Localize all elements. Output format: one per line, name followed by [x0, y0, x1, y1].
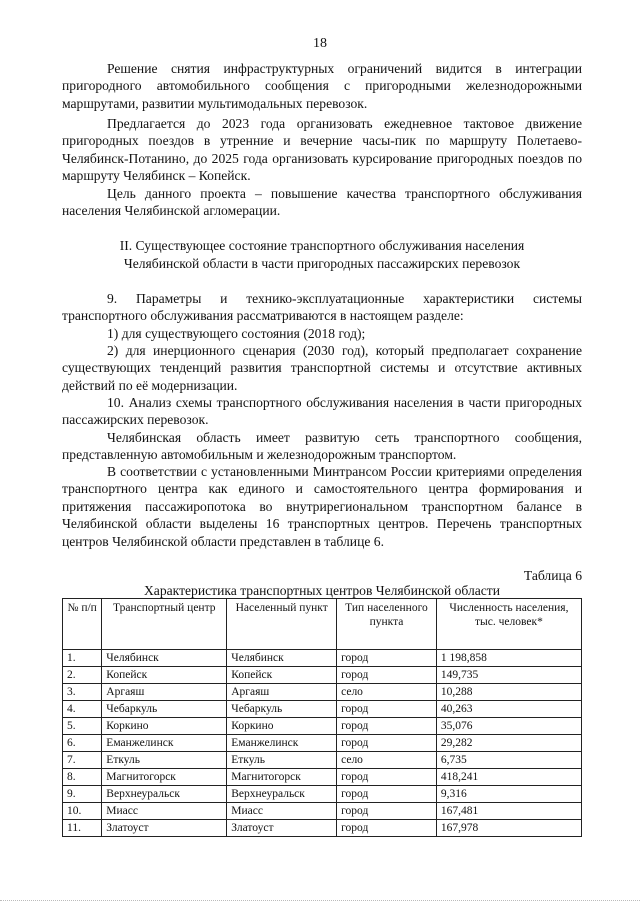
intro-paragraph-1: Решение снятия инфраструктурных ограничений видится в интеграции пригородного автомобильного сообщения с пригородными железнодорожными маршрутами, развитии мультимодальных перевозок.	[62, 61, 582, 111]
cell-transport-center: Златоуст	[102, 820, 227, 837]
cell-transport-center: Челябинск	[102, 650, 227, 667]
cell-settlement: Еманжелинск	[227, 735, 337, 752]
cell-settlement: Чебаркуль	[227, 701, 337, 718]
header-population: Численность населения, тыс. человек*	[436, 599, 581, 650]
cell-number: 2.	[63, 667, 102, 684]
paragraph-9: 9. Параметры и технико-эксплуатационные характеристики системы транспортного обслуживания рассматриваются в настоящем разделе:	[62, 291, 582, 324]
cell-transport-center: Аргаяш	[102, 684, 227, 701]
table-row	[63, 735, 582, 752]
cell-transport-center: Верхнеуральск	[102, 786, 227, 803]
table-row	[63, 667, 582, 684]
paragraph-10: 10. Анализ схемы транспортного обслуживания населения в части пригородных пассажирских перевозок.	[62, 395, 582, 428]
cell-settlement-type: село	[337, 684, 437, 701]
cell-number: 8.	[63, 769, 102, 786]
table-row	[63, 701, 582, 718]
cell-settlement-type: село	[337, 752, 437, 769]
cell-population: 35,076	[436, 718, 581, 735]
table-label: Таблица 6	[523, 568, 582, 583]
table-row	[63, 803, 582, 820]
cell-population: 29,282	[436, 735, 581, 752]
cell-settlement-type: город	[337, 701, 437, 718]
cell-settlement: Коркино	[227, 718, 337, 735]
header-settlement: Населенный пункт	[227, 599, 337, 650]
cell-settlement-type: город	[337, 769, 437, 786]
table-row	[63, 820, 582, 837]
header-number: № п/п	[63, 599, 102, 650]
cell-settlement-type: город	[337, 735, 437, 752]
cell-population: 167,978	[436, 820, 581, 837]
table-row	[63, 718, 582, 735]
cell-transport-center: Магнитогорск	[102, 769, 227, 786]
cell-population: 1 198,858	[436, 650, 581, 667]
cell-settlement-type: город	[337, 667, 437, 684]
cell-number: 11.	[63, 820, 102, 837]
section-heading-line1: II. Существующее состояние транспортного обслуживания населения	[119, 238, 525, 253]
paragraph-network: Челябинская область имеет развитую сеть транспортного сообщения, представленную автомобильным и железнодорожным транспортом.	[62, 430, 582, 463]
cell-number: 6.	[63, 735, 102, 752]
cell-population: 167,481	[436, 803, 581, 820]
header-transport-center: Транспортный центр	[102, 599, 227, 650]
table-row	[63, 769, 582, 786]
cell-transport-center: Копейск	[102, 667, 227, 684]
intro-paragraph-2: Предлагается до 2023 года организовать ежедневное тактовое движение пригородных поездов в утренние и вечерние часы-пик по маршруту Полетаево-Челябинск-Потанино, до 2025 года организовать курсирование пригородных поездов по маршруту Челябинск – Копейск.	[62, 116, 582, 184]
cell-settlement-type: город	[337, 803, 437, 820]
table-row	[63, 684, 582, 701]
cell-transport-center: Миасс	[102, 803, 227, 820]
paragraph-centers: В соответствии с установленными Минтрансом России критериями определения транспортного центра как единого и самостоятельного центра формирования и притяжения пассажиропотока во внутрирегиональном транспортном балансе в Челябинской области выделены 16 транспортных центров. Перечень транспортных центров Челябинской области представлен в таблице 6.	[62, 464, 582, 549]
header-settlement-type: Тип населенного пункта	[337, 599, 437, 650]
cell-number: 7.	[63, 752, 102, 769]
cell-settlement: Магнитогорск	[227, 769, 337, 786]
cell-population: 40,263	[436, 701, 581, 718]
cell-transport-center: Еманжелинск	[102, 735, 227, 752]
cell-settlement: Верхнеуральск	[227, 786, 337, 803]
cell-settlement: Златоуст	[227, 820, 337, 837]
cell-population: 9,316	[436, 786, 581, 803]
table-row	[63, 786, 582, 803]
cell-settlement: Миасс	[227, 803, 337, 820]
cell-settlement: Еткуль	[227, 752, 337, 769]
cell-population: 418,241	[436, 769, 581, 786]
intro-paragraph-3: Цель данного проекта – повышение качества транспортного обслуживания населения Челябинской агломерации.	[62, 186, 582, 219]
section-heading-line2: Челябинской области в части пригородных пассажирских перевозок	[123, 256, 521, 271]
page-number: 18	[313, 36, 327, 51]
list-item-2: 2) для инерционного сценария (2030 год), который предполагает сохранение существующих тенденций развития транспортной системы и отсутствие активных действий по её модернизации.	[62, 343, 582, 393]
cell-population: 10,288	[436, 684, 581, 701]
cell-settlement: Копейск	[227, 667, 337, 684]
cell-population: 6,735	[436, 752, 581, 769]
cell-settlement-type: город	[337, 650, 437, 667]
cell-settlement-type: город	[337, 786, 437, 803]
cell-settlement-type: город	[337, 820, 437, 837]
cell-settlement-type: город	[337, 718, 437, 735]
transport-centers-table	[62, 598, 582, 837]
table-row	[63, 650, 582, 667]
cell-number: 9.	[63, 786, 102, 803]
table-header-row	[63, 599, 582, 650]
list-item-1: 1) для существующего состояния (2018 год);	[107, 326, 366, 341]
cell-number: 10.	[63, 803, 102, 820]
cell-settlement: Аргаяш	[227, 684, 337, 701]
table-title: Характеристика транспортных центров Челябинской области	[143, 583, 501, 598]
cell-number: 5.	[63, 718, 102, 735]
cell-number: 3.	[63, 684, 102, 701]
cell-transport-center: Коркино	[102, 718, 227, 735]
page-bottom-divider	[0, 900, 640, 901]
cell-population: 149,735	[436, 667, 581, 684]
table-row	[63, 752, 582, 769]
cell-number: 1.	[63, 650, 102, 667]
cell-settlement: Челябинск	[227, 650, 337, 667]
cell-number: 4.	[63, 701, 102, 718]
cell-transport-center: Еткуль	[102, 752, 227, 769]
cell-transport-center: Чебаркуль	[102, 701, 227, 718]
